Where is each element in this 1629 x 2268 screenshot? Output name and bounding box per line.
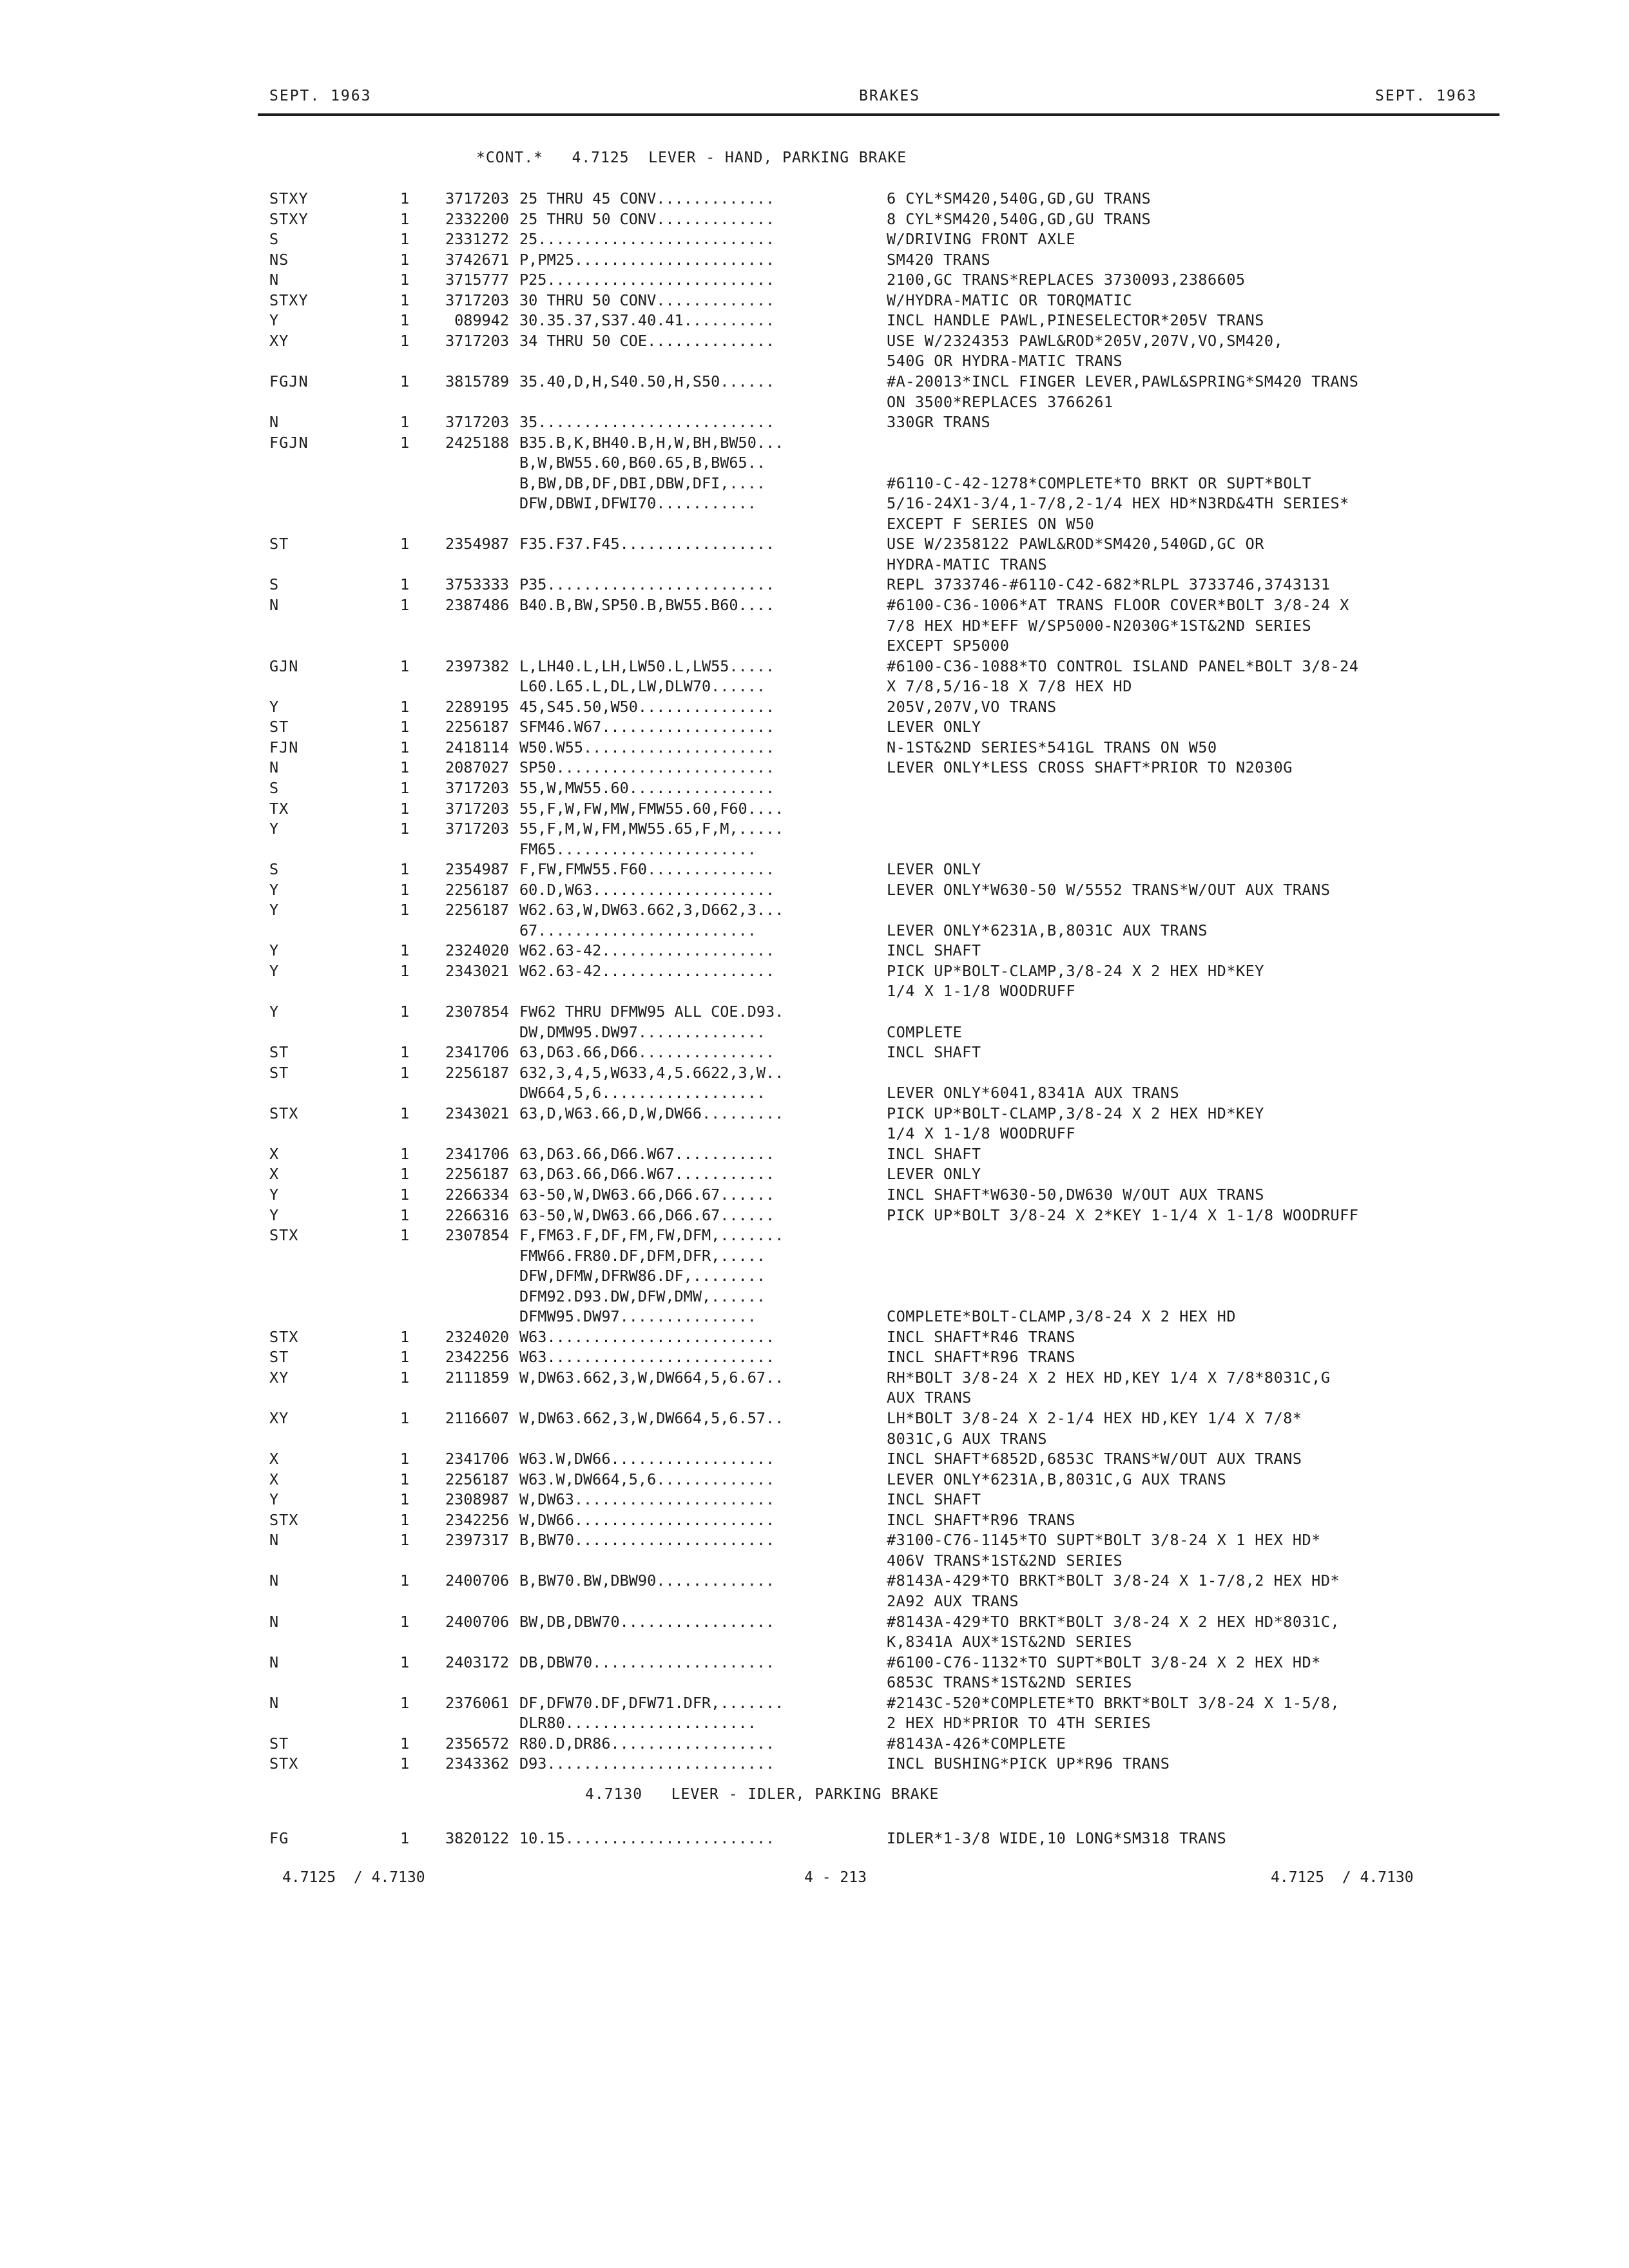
description-cell: 205V,207V,VO TRANS [887,697,1057,716]
model-cell: 60.D,W63.................... [519,880,775,899]
part-number-cell: 2266334 [445,1185,509,1204]
code-cell: FGJN [269,372,309,390]
description-cell: 2A92 AUX TRANS [887,1591,1019,1610]
model-cell: FM65...................... [519,840,757,858]
description-cell: INCL SHAFT [887,1043,981,1062]
code-cell: ST [269,718,289,736]
qty-cell: 1 [400,1409,410,1427]
description-cell: 2100,GC TRANS*REPLACES 3730093,2386605 [887,271,1246,289]
code-cell: N [269,271,280,289]
code-cell: X [269,1165,280,1184]
qty-cell: 1 [400,1653,410,1671]
code-cell: Y [269,1206,280,1224]
description-cell: #8143A-426*COMPLETE [887,1734,1066,1753]
code-cell: Y [269,820,280,838]
qty-cell: 1 [400,535,410,553]
code-cell: STXY [269,189,309,207]
section-title-4-7130: 4.7130 LEVER - IDLER, PARKING BRAKE [585,1786,940,1803]
description-cell: 8 CYL*SM420,540G,GD,GU TRANS [887,209,1152,228]
code-cell: ST [269,1348,289,1367]
part-number-cell: 2341706 [445,1450,509,1468]
qty-cell: 1 [400,738,410,756]
part-number-cell: 3815789 [445,372,509,390]
description-cell: INCL SHAFT*6852D,6853C TRANS*W/OUT AUX TRANS [887,1450,1302,1468]
part-number-cell: 2400706 [445,1571,509,1590]
model-cell: W,DW63.662,3,W,DW664,5,6.67.. [519,1368,784,1387]
description-cell: INCL SHAFT [887,1144,981,1163]
description-cell: INCL BUSHING*PICK UP*R96 TRANS [887,1754,1170,1773]
model-cell: 63,D63.66,D66.W67........... [519,1165,775,1184]
code-cell: N [269,1571,280,1590]
part-number-cell: 2418114 [445,738,509,756]
code-cell: N [269,413,280,432]
model-cell: F35.F37.F45................. [519,535,775,553]
model-cell: B40.B,BW,SP50.B,BW55.B60.... [519,596,775,614]
model-cell: F,FW,FMW55.F60.............. [519,860,775,879]
part-number-cell: 2341706 [445,1144,509,1163]
code-cell: Y [269,311,280,330]
code-cell: X [269,1450,280,1468]
qty-cell: 1 [400,657,410,675]
footer-page-number: 4 - 213 [804,1869,867,1886]
description-cell: W/HYDRA-MATIC OR TORQMATIC [887,291,1132,309]
qty-cell: 1 [400,189,410,207]
model-cell: DFW,DBWI,DFWI70........... [519,494,757,513]
code-cell: S [269,230,280,249]
model-cell: 45,S45.50,W50............... [519,697,775,716]
qty-cell: 1 [400,1571,410,1590]
model-cell: 55,F,W,FW,MW,FMW55.60,F60.... [519,799,784,818]
description-cell: INCL SHAFT*W630-50,DW630 W/OUT AUX TRANS [887,1185,1264,1204]
model-cell: P25......................... [519,271,775,289]
part-number-cell: 2341706 [445,1043,509,1062]
model-cell: R80.D,DR86.................. [519,1734,775,1753]
description-cell: 6 CYL*SM420,540G,GD,GU TRANS [887,189,1152,207]
model-cell: 67........................ [519,921,757,939]
qty-cell: 1 [400,291,410,309]
header-date-right: SEPT. 1963 [1375,88,1478,104]
model-cell: 35.40,D,H,S40.50,H,S50...... [519,372,775,390]
description-cell: #6100-C36-1088*TO CONTROL ISLAND PANEL*BOLT 3/8-24 [887,657,1359,675]
description-cell: INCL SHAFT*R96 TRANS [887,1348,1075,1367]
part-number-cell: 2289195 [445,697,509,716]
qty-cell: 1 [400,941,410,960]
code-cell: STX [269,1510,299,1529]
description-cell: 8031C,G AUX TRANS [887,1429,1048,1448]
model-cell: W62.63-42................... [519,941,775,960]
model-cell: 25.......................... [519,230,775,249]
part-number-cell: 2342256 [445,1510,509,1529]
qty-cell: 1 [400,1063,410,1082]
part-number-cell: 3717203 [445,291,509,309]
qty-cell: 1 [400,311,410,330]
qty-cell: 1 [400,372,410,390]
description-cell: X 7/8,5/16-18 X 7/8 HEX HD [887,677,1132,696]
part-number-cell: 2116607 [445,1409,509,1427]
model-cell: B35.B,K,BH40.B,H,W,BH,BW50... [519,433,784,452]
description-cell: LEVER ONLY*W630-50 W/5552 TRANS*W/OUT AUX TRANS [887,880,1331,899]
model-cell: W63......................... [519,1348,775,1367]
description-cell: LEVER ONLY*6041,8341A AUX TRANS [887,1084,1180,1102]
code-cell: N [269,758,280,777]
description-cell: EXCEPT F SERIES ON W50 [887,514,1095,533]
part-number-cell: 2356572 [445,1734,509,1753]
description-cell: 406V TRANS*1ST&2ND SERIES [887,1551,1123,1570]
qty-cell: 1 [400,250,410,269]
footer-index-left: 4.7125 / 4.7130 [282,1869,425,1886]
qty-cell: 1 [400,1510,410,1529]
part-number-cell: 3742671 [445,250,509,269]
qty-cell: 1 [400,778,410,797]
model-cell: DLR80..................... [519,1714,757,1733]
code-cell: NS [269,250,289,269]
qty-cell: 1 [400,1327,410,1346]
part-number-cell: 2376061 [445,1693,509,1712]
model-cell: W63.W,DW664,5,6............. [519,1470,775,1488]
qty-cell: 1 [400,1206,410,1224]
part-number-cell: 2256187 [445,1165,509,1184]
description-cell: W/DRIVING FRONT AXLE [887,230,1075,249]
model-cell: 30.35.37,S37.40.41.......... [519,311,775,330]
code-cell: Y [269,901,280,919]
model-cell: 632,3,4,5,W633,4,5.6622,3,W.. [519,1063,784,1082]
model-cell: 25 THRU 45 CONV............. [519,189,775,207]
qty-cell: 1 [400,1226,410,1245]
qty-cell: 1 [400,209,410,228]
code-cell: Y [269,1490,280,1509]
description-cell: PICK UP*BOLT-CLAMP,3/8-24 X 2 HEX HD*KEY [887,961,1264,980]
model-cell: P35......................... [519,575,775,594]
model-cell: D93......................... [519,1754,775,1773]
description-cell: USE W/2358122 PAWL&ROD*SM420,540GD,GC OR [887,535,1264,553]
part-number-cell: 2425188 [445,433,509,452]
description-cell: COMPLETE [887,1023,963,1041]
code-cell: N [269,1531,280,1550]
qty-cell: 1 [400,1531,410,1550]
qty-cell: 1 [400,1470,410,1488]
description-cell: LEVER ONLY*6231A,B,8031C,G AUX TRANS [887,1470,1227,1488]
code-cell: Y [269,941,280,960]
model-cell: DF,DFW70.DF,DFW71.DFR,....... [519,1693,784,1712]
part-number-cell: 2343021 [445,961,509,980]
code-cell: STXY [269,291,309,309]
part-number-cell: 2354987 [445,860,509,879]
model-cell: 10.15....................... [519,1829,775,1847]
description-cell: 5/16-24X1-3/4,1-7/8,2-1/4 HEX HD*N3RD&4TH SERIES* [887,494,1349,513]
description-cell: #8143A-429*TO BRKT*BOLT 3/8-24 X 1-7/8,2 HEX HD* [887,1571,1340,1590]
description-cell: ON 3500*REPLACES 3766261 [887,392,1113,411]
description-cell: INCL SHAFT [887,1490,981,1509]
code-cell: XY [269,1368,289,1387]
model-cell: 55,W,MW55.60................ [519,778,775,797]
description-cell: K,8341A AUX*1ST&2ND SERIES [887,1633,1132,1651]
code-cell: ST [269,1063,289,1082]
header-rule [258,113,1499,116]
model-cell: 35.......................... [519,413,775,432]
code-cell: FGJN [269,433,309,452]
qty-cell: 1 [400,413,410,432]
code-cell: ST [269,535,289,553]
part-number-cell: 2308987 [445,1490,509,1509]
code-cell: GJN [269,657,299,675]
model-cell: W62.63,W,DW63.662,3,D662,3... [519,901,784,919]
model-cell: F,FM63.F,DF,FM,FW,DFM,....... [519,1226,784,1245]
qty-cell: 1 [400,820,410,838]
code-cell: S [269,575,280,594]
model-cell: 63-50,W,DW63.66,D66.67...... [519,1185,775,1204]
description-cell: COMPLETE*BOLT-CLAMP,3/8-24 X 2 HEX HD [887,1307,1236,1326]
description-cell: 1/4 X 1-1/8 WOODRUFF [887,982,1075,1001]
model-cell: DFW,DFMW,DFRW86.DF,........ [519,1267,766,1285]
qty-cell: 1 [400,1043,410,1062]
qty-cell: 1 [400,331,410,350]
model-cell: B,BW,DB,DF,DBI,DBW,DFI,.... [519,474,766,492]
code-cell: Y [269,1003,280,1021]
part-number-cell: 3717203 [445,189,509,207]
model-cell: W,DW63...................... [519,1490,775,1509]
part-number-cell: 2343021 [445,1104,509,1122]
part-number-cell: 2307854 [445,1226,509,1245]
model-cell: L60.L65.L,DL,LW,DLW70...... [519,677,766,696]
part-number-cell: 2324020 [445,941,509,960]
description-cell: LEVER ONLY [887,718,981,736]
part-number-cell: 2256187 [445,901,509,919]
model-cell: SFM46.W67................... [519,718,775,736]
model-cell: W,DW63.662,3,W,DW664,5,6.57.. [519,1409,784,1427]
qty-cell: 1 [400,1612,410,1631]
part-number-cell: 2266316 [445,1206,509,1224]
model-cell: B,BW70...................... [519,1531,775,1550]
part-number-cell: 2324020 [445,1327,509,1346]
code-cell: Y [269,880,280,899]
description-cell: INCL HANDLE PAWL,PINESELECTOR*205V TRANS [887,311,1264,330]
code-cell: S [269,860,280,879]
code-cell: Y [269,697,280,716]
code-cell: STX [269,1226,299,1245]
description-cell: 7/8 HEX HD*EFF W/SP5000-N2030G*1ST&2ND SERIES [887,616,1312,635]
description-cell: LH*BOLT 3/8-24 X 2-1/4 HEX HD,KEY 1/4 X 7/8* [887,1409,1302,1427]
code-cell: FJN [269,738,299,756]
code-cell: N [269,1653,280,1671]
part-number-cell: 2331272 [445,230,509,249]
qty-cell: 1 [400,1450,410,1468]
header-date-left: SEPT. 1963 [269,88,372,104]
qty-cell: 1 [400,697,410,716]
model-cell: B,W,BW55.60,B60.65,B,BW65.. [519,454,766,472]
part-number-cell: 2403172 [445,1653,509,1671]
part-number-cell: 2387486 [445,596,509,614]
code-cell: N [269,596,280,614]
qty-cell: 1 [400,860,410,879]
code-cell: S [269,778,280,797]
model-cell: L,LH40.L,LH,LW50.L,LW55..... [519,657,775,675]
code-cell: ST [269,1734,289,1753]
description-cell: 540G OR HYDRA-MATIC TRANS [887,352,1123,370]
part-number-cell: 2397317 [445,1531,509,1550]
part-number-cell: 2342256 [445,1348,509,1367]
code-cell: FG [269,1829,289,1847]
qty-cell: 1 [400,1734,410,1753]
code-cell: X [269,1144,280,1163]
code-cell: N [269,1693,280,1712]
model-cell: W,DW66...................... [519,1510,775,1529]
part-number-cell: 2307854 [445,1003,509,1021]
description-cell: REPL 3733746-#6110-C42-682*RLPL 3733746,3743131 [887,575,1331,594]
description-cell: USE W/2324353 PAWL&ROD*205V,207V,VO,SM420, [887,331,1284,350]
qty-cell: 1 [400,1490,410,1509]
model-cell: 30 THRU 50 CONV............. [519,291,775,309]
code-cell: TX [269,799,289,818]
qty-cell: 1 [400,901,410,919]
part-number-cell: 2400706 [445,1612,509,1631]
qty-cell: 1 [400,575,410,594]
model-cell: B,BW70.BW,DBW90............. [519,1571,775,1590]
part-number-cell: 2087027 [445,758,509,777]
part-number-cell: 3717203 [445,331,509,350]
model-cell: W50.W55..................... [519,738,775,756]
description-cell: PICK UP*BOLT-CLAMP,3/8-24 X 2 HEX HD*KEY [887,1104,1264,1122]
description-cell: HYDRA-MATIC TRANS [887,555,1048,573]
model-cell: W62.63-42................... [519,961,775,980]
description-cell: IDLER*1-3/8 WIDE,10 LONG*SM318 TRANS [887,1829,1227,1847]
description-cell: #6100-C36-1006*AT TRANS FLOOR COVER*BOLT 3/8-24 X [887,596,1349,614]
description-cell: AUX TRANS [887,1389,972,1407]
model-cell: 34 THRU 50 COE.............. [519,331,775,350]
part-number-cell: 3715777 [445,271,509,289]
part-number-cell: 2354987 [445,535,509,553]
part-number-cell: 089942 [454,311,509,330]
model-cell: DB,DBW70.................... [519,1653,775,1671]
model-cell: W63.W,DW66.................. [519,1450,775,1468]
description-cell: N-1ST&2ND SERIES*541GL TRANS ON W50 [887,738,1217,756]
qty-cell: 1 [400,1348,410,1367]
qty-cell: 1 [400,799,410,818]
model-cell: FW62 THRU DFMW95 ALL COE.D93. [519,1003,784,1021]
qty-cell: 1 [400,1368,410,1387]
model-cell: 63,D63.66,D66.W67........... [519,1144,775,1163]
description-cell: #2143C-520*COMPLETE*TO BRKT*BOLT 3/8-24 X 1-5/8, [887,1693,1340,1712]
qty-cell: 1 [400,271,410,289]
part-number-cell: 3717203 [445,820,509,838]
qty-cell: 1 [400,1144,410,1163]
model-cell: 63,D63.66,D66............... [519,1043,775,1062]
description-cell: RH*BOLT 3/8-24 X 2 HEX HD,KEY 1/4 X 7/8*8031C,G [887,1368,1331,1387]
qty-cell: 1 [400,433,410,452]
qty-cell: 1 [400,1754,410,1773]
model-cell: 63,D,W63.66,D,W,DW66......... [519,1104,784,1122]
model-cell: BW,DB,DBW70................. [519,1612,775,1631]
part-number-cell: 3717203 [445,778,509,797]
code-cell: Y [269,1185,280,1204]
qty-cell: 1 [400,1165,410,1184]
description-cell: LEVER ONLY*6231A,B,8031C AUX TRANS [887,921,1208,939]
description-cell: INCL SHAFT [887,941,981,960]
description-cell: SM420 TRANS [887,250,991,269]
model-cell: P,PM25...................... [519,250,775,269]
model-cell: 55,F,M,W,FM,MW55.65,F,M,..... [519,820,784,838]
description-cell: LEVER ONLY*LESS CROSS SHAFT*PRIOR TO N2030G [887,758,1293,777]
description-cell: 330GR TRANS [887,413,991,432]
model-cell: 25 THRU 50 CONV............. [519,209,775,228]
part-number-cell: 3717203 [445,413,509,432]
part-number-cell: 2111859 [445,1368,509,1387]
part-number-cell: 2343362 [445,1754,509,1773]
model-cell: 63-50,W,DW63.66,D66.67...... [519,1206,775,1224]
part-number-cell: 3717203 [445,799,509,818]
part-number-cell: 2256187 [445,880,509,899]
qty-cell: 1 [400,1829,410,1847]
header-title: BRAKES [859,88,921,104]
qty-cell: 1 [400,1693,410,1712]
part-number-cell: 2256187 [445,718,509,736]
part-number-cell: 3820122 [445,1829,509,1847]
description-cell: #8143A-429*TO BRKT*BOLT 3/8-24 X 2 HEX HD*8031C, [887,1612,1340,1631]
qty-cell: 1 [400,1185,410,1204]
code-cell: XY [269,1409,289,1427]
code-cell: Y [269,961,280,980]
description-cell: INCL SHAFT*R46 TRANS [887,1327,1075,1346]
model-cell: DFM92.D93.DW,DFW,DMW,...... [519,1287,766,1305]
model-cell: DW,DMW95.DW97.............. [519,1023,766,1041]
description-cell: LEVER ONLY [887,1165,981,1184]
code-cell: STX [269,1754,299,1773]
model-cell: SP50........................ [519,758,775,777]
qty-cell: 1 [400,758,410,777]
code-cell: N [269,1612,280,1631]
part-number-cell: 2256187 [445,1063,509,1082]
model-cell: DW664,5,6.................. [519,1084,766,1102]
part-number-cell: 3753333 [445,575,509,594]
qty-cell: 1 [400,880,410,899]
description-cell: 6853C TRANS*1ST&2ND SERIES [887,1673,1132,1692]
footer-index-right: 4.7125 / 4.7130 [1271,1869,1414,1886]
code-cell: XY [269,331,289,350]
code-cell: STXY [269,209,309,228]
qty-cell: 1 [400,961,410,980]
description-cell: #6110-C-42-1278*COMPLETE*TO BRKT OR SUPT*BOLT [887,474,1312,492]
qty-cell: 1 [400,1003,410,1021]
model-cell: W63......................... [519,1327,775,1346]
section-title-4-7125: *CONT.* 4.7125 LEVER - HAND, PARKING BRAKE [476,149,907,166]
part-number-cell: 2332200 [445,209,509,228]
part-number-cell: 2397382 [445,657,509,675]
description-cell: #6100-C76-1132*TO SUPT*BOLT 3/8-24 X 2 HEX HD* [887,1653,1321,1671]
description-cell: LEVER ONLY [887,860,981,879]
code-cell: X [269,1470,280,1488]
qty-cell: 1 [400,596,410,614]
code-cell: ST [269,1043,289,1062]
description-cell: INCL SHAFT*R96 TRANS [887,1510,1075,1529]
description-cell: #A-20013*INCL FINGER LEVER,PAWL&SPRING*SM420 TRANS [887,372,1359,390]
part-number-cell: 2256187 [445,1470,509,1488]
description-cell: PICK UP*BOLT 3/8-24 X 2*KEY 1-1/4 X 1-1/8 WOODRUFF [887,1206,1359,1224]
code-cell: STX [269,1327,299,1346]
description-cell: #3100-C76-1145*TO SUPT*BOLT 3/8-24 X 1 HEX HD* [887,1531,1321,1550]
model-cell: DFMW95.DW97............... [519,1307,757,1326]
description-cell: 2 HEX HD*PRIOR TO 4TH SERIES [887,1714,1152,1733]
qty-cell: 1 [400,230,410,249]
qty-cell: 1 [400,1104,410,1122]
description-cell: EXCEPT SP5000 [887,637,1010,655]
model-cell: FMW66.FR80.DF,DFM,DFR,..... [519,1246,766,1265]
description-cell: 1/4 X 1-1/8 WOODRUFF [887,1124,1075,1143]
code-cell: STX [269,1104,299,1122]
qty-cell: 1 [400,718,410,736]
